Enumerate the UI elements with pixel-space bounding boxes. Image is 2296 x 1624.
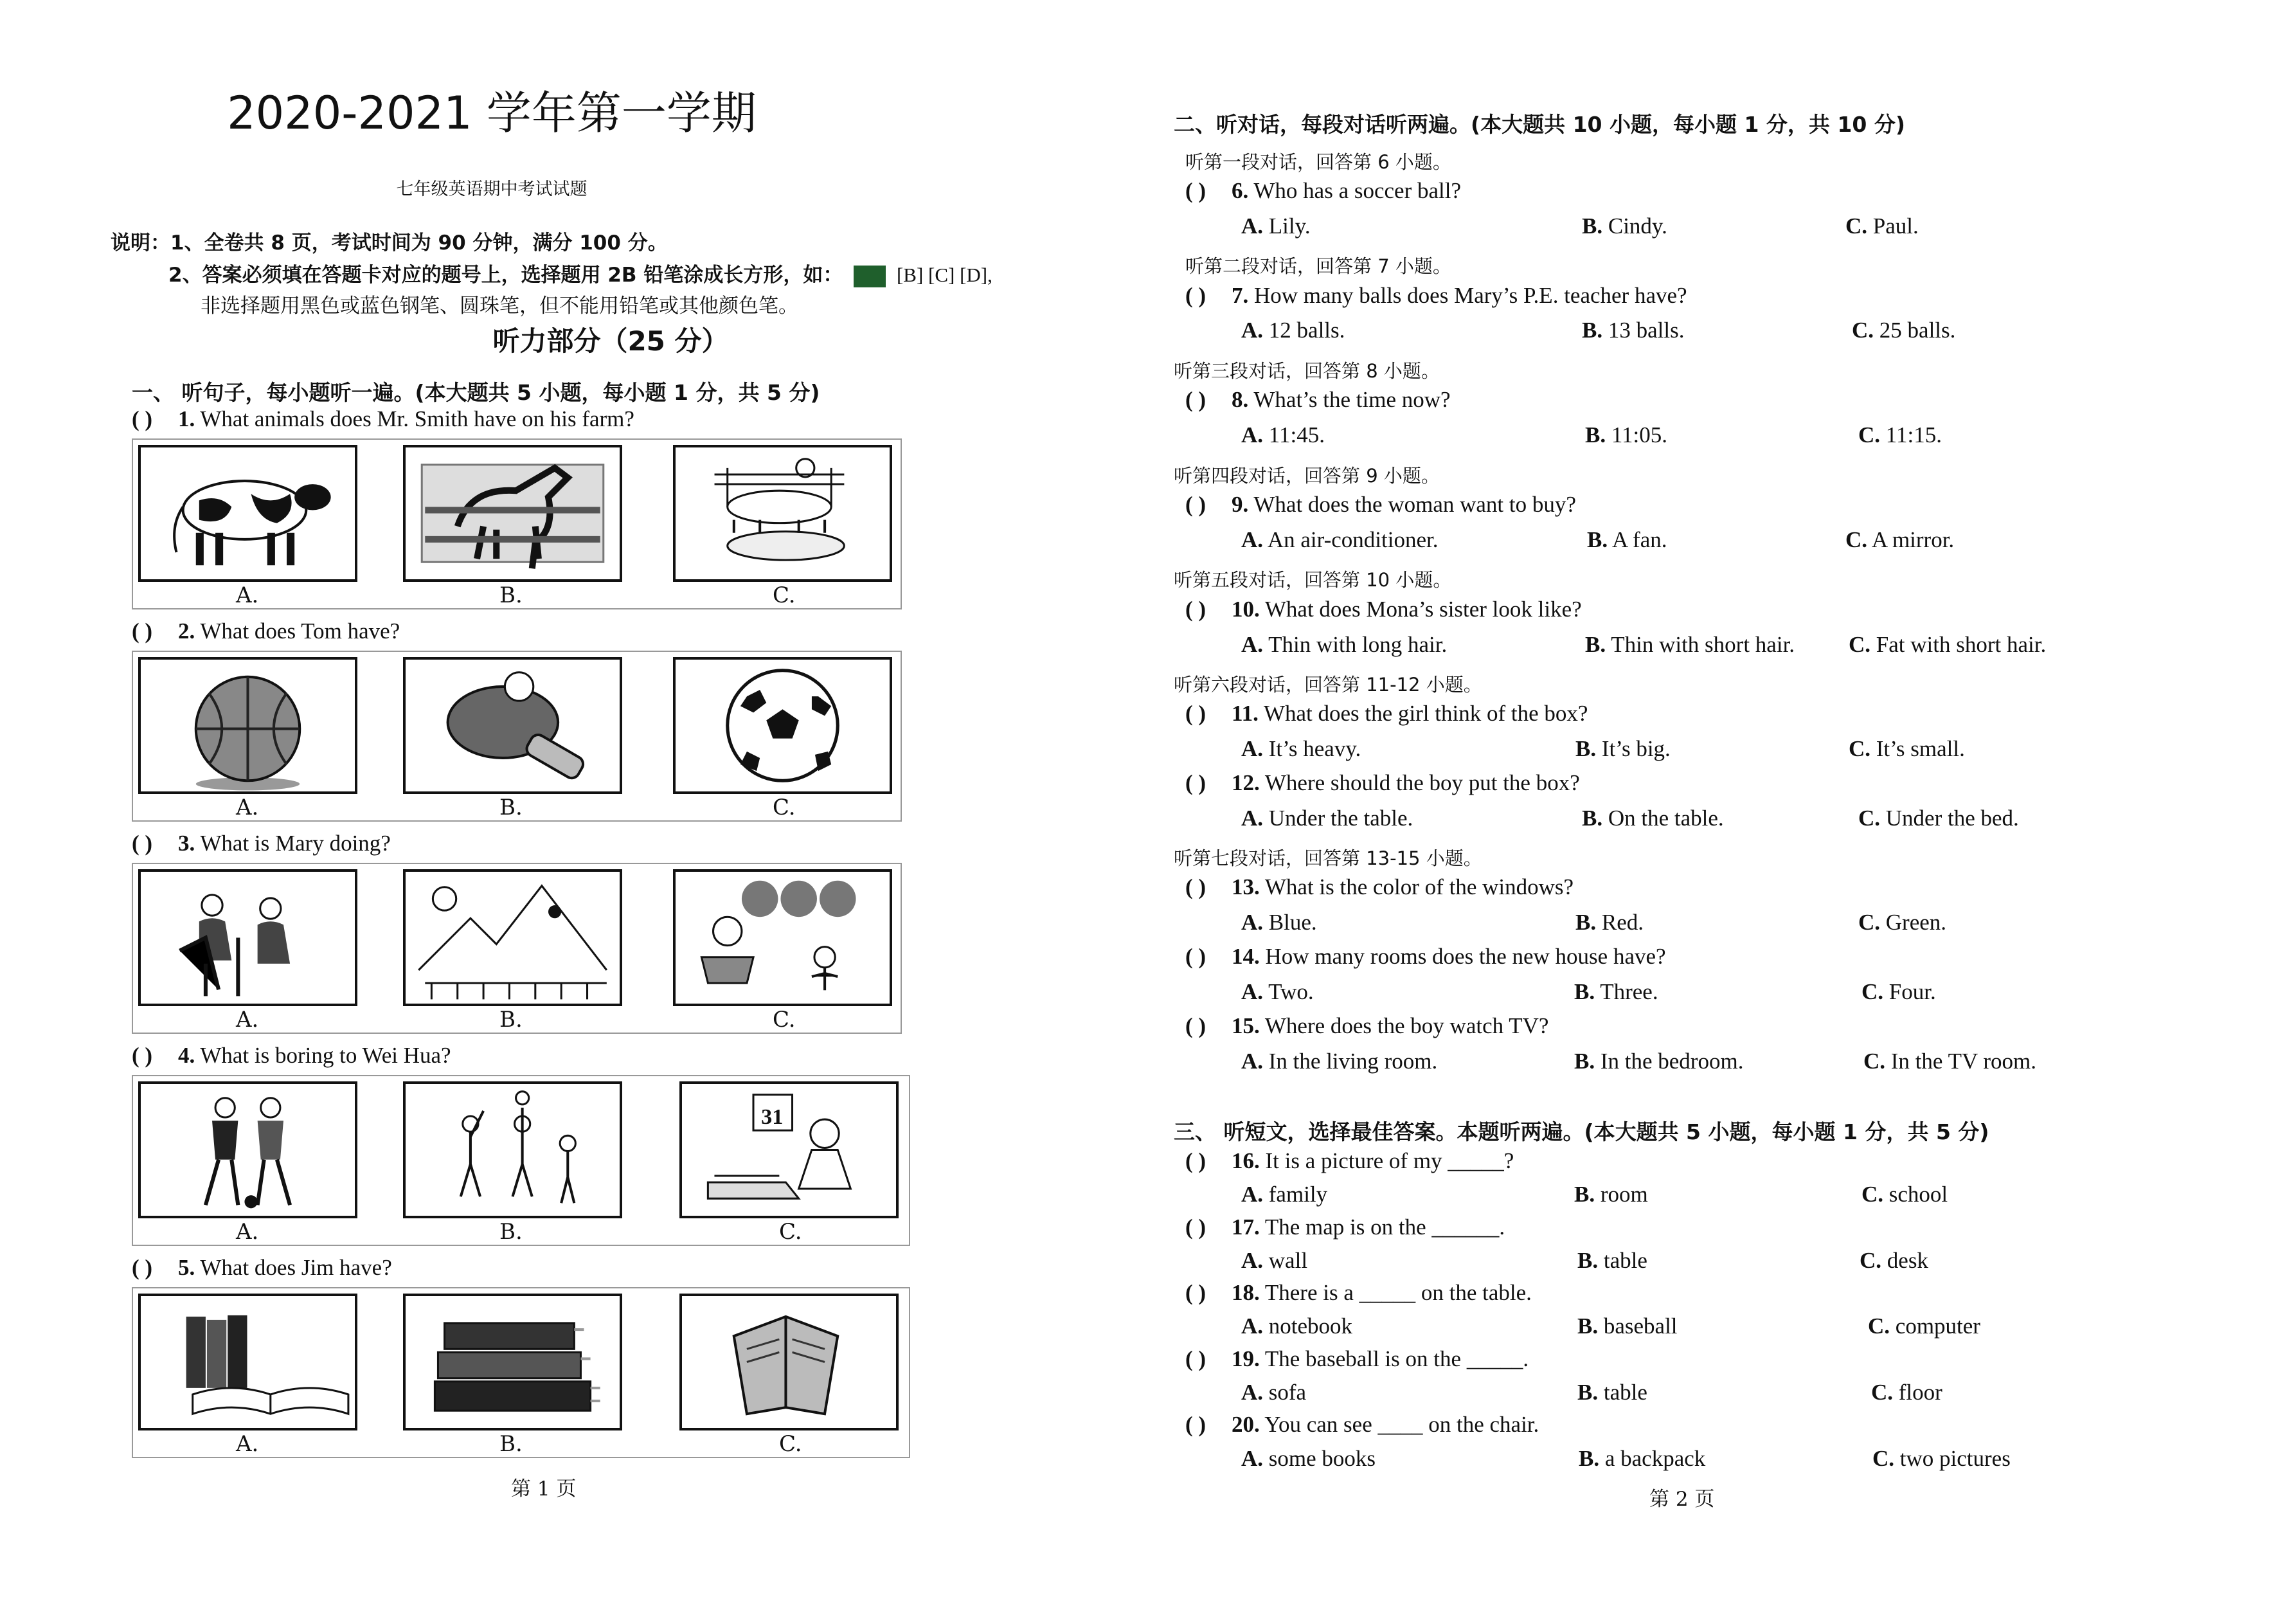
question-text: Where does the boy watch TV? <box>1264 1013 1549 1038</box>
answer-paren: ( ) <box>1185 597 1206 622</box>
option-letter: A. <box>1241 213 1264 239</box>
option-letter: B. <box>1575 910 1597 935</box>
option-text: Under the table. <box>1268 806 1413 831</box>
option-text: Thin with long hair. <box>1268 632 1448 657</box>
option-b <box>1585 632 1795 658</box>
question-number: 8. <box>1232 387 1249 412</box>
option-text: desk <box>1887 1248 1928 1273</box>
question-11 <box>1185 701 1588 726</box>
option-b <box>1582 806 1724 831</box>
question-text: There is a _____ on the table. <box>1264 1280 1532 1305</box>
books-icon <box>138 1294 357 1430</box>
option-letter: B. <box>1585 422 1606 447</box>
option-letter: C. <box>1861 1182 1884 1207</box>
option-b <box>1577 1380 1647 1405</box>
option-c <box>1868 1313 1980 1339</box>
instructions-bubble-example: [B] [C] [D], <box>896 264 992 286</box>
option-a <box>1241 806 1413 831</box>
picture-label-a: A. <box>236 1431 259 1457</box>
option-text: Three. <box>1600 979 1658 1004</box>
basketball-icon <box>138 657 357 794</box>
option-text: notebook <box>1268 1313 1353 1339</box>
question-number: 12. <box>1232 770 1260 795</box>
instructions-line-2 <box>168 258 992 287</box>
answer-paren: ( ) <box>132 1043 153 1068</box>
answer-paren: ( ) <box>1185 944 1206 969</box>
picture-label-b: B. <box>499 1219 523 1245</box>
soccer-players-icon <box>138 1081 357 1218</box>
homework-icon <box>679 1081 899 1218</box>
mountain-climbing-icon <box>403 869 622 1006</box>
question-text: What does the woman want to buy? <box>1253 492 1576 517</box>
option-text: A mirror. <box>1871 527 1955 552</box>
answer-paren: ( ) <box>132 1255 153 1280</box>
dialogue-1-intro: 听第一段对话，回答第 6 小题。 <box>1185 151 1451 173</box>
option-letter: B. <box>1574 1182 1595 1207</box>
question-16 <box>1185 1148 1514 1174</box>
question-number: 1. <box>178 406 195 431</box>
option-letter: C. <box>1871 1380 1894 1405</box>
page-1-footer: 第 1 页 <box>511 1477 577 1501</box>
option-letter: B. <box>1585 632 1606 657</box>
option-text: Four. <box>1888 979 1936 1004</box>
question-number: 7. <box>1232 283 1249 308</box>
dialogue-7-intro: 听第七段对话，回答第 13-15 小题。 <box>1174 847 1482 869</box>
option-letter: C. <box>1849 632 1871 657</box>
option-c <box>1858 422 1942 448</box>
question-5-pictures <box>132 1287 910 1458</box>
question-number: 6. <box>1232 178 1249 203</box>
option-text: Cindy. <box>1608 213 1667 239</box>
option-a <box>1241 1313 1352 1339</box>
book-stack-icon <box>403 1294 622 1430</box>
option-letter: A. <box>1241 1182 1264 1207</box>
answer-paren: ( ) <box>1185 283 1206 308</box>
option-text: In the TV room. <box>1890 1049 2036 1074</box>
option-letter: B. <box>1577 1248 1599 1273</box>
option-text: 12 balls. <box>1268 318 1345 343</box>
option-text: school <box>1888 1182 1948 1207</box>
question-6 <box>1185 178 1461 204</box>
option-text: 25 balls. <box>1879 318 1956 343</box>
page-2-footer: 第 2 页 <box>1649 1488 1715 1511</box>
question-18 <box>1185 1280 1532 1306</box>
option-letter: A. <box>1241 318 1264 343</box>
option-c <box>1845 527 1954 553</box>
question-text: Where should the boy put the box? <box>1264 770 1580 795</box>
option-text: 11:45. <box>1268 422 1325 447</box>
option-letter: C. <box>1858 422 1881 447</box>
answer-paren: ( ) <box>1185 492 1206 517</box>
picture-label-a: A. <box>236 795 259 820</box>
question-text: The map is on the ______. <box>1264 1214 1505 1240</box>
option-text: Thin with short hair. <box>1611 632 1795 657</box>
option-letter: C. <box>1861 979 1884 1004</box>
question-number: 9. <box>1232 492 1249 517</box>
option-a <box>1241 979 1314 1005</box>
instructions-line-3: 非选择题用黑色或蓝色钢笔、圆珠笔，但不能用铅笔或其他颜色笔。 <box>201 294 798 318</box>
option-text: It’s small. <box>1876 736 1965 761</box>
option-letter: B. <box>1577 1313 1599 1339</box>
option-a <box>1241 1049 1437 1074</box>
question-8 <box>1185 387 1451 413</box>
open-book-icon <box>679 1294 899 1430</box>
picture-label-b: B. <box>499 582 523 608</box>
option-letter: C. <box>1845 213 1868 239</box>
cow-icon <box>138 445 357 582</box>
option-text: Lily. <box>1268 213 1311 239</box>
option-b <box>1579 1446 1705 1472</box>
option-text: floor <box>1898 1380 1942 1405</box>
question-number: 16. <box>1232 1148 1260 1173</box>
fruit-picking-icon <box>673 869 892 1006</box>
option-text: table <box>1603 1248 1647 1273</box>
option-letter: B. <box>1579 1446 1600 1471</box>
option-text: Two. <box>1268 979 1314 1004</box>
option-a <box>1241 1446 1376 1472</box>
answer-paren: ( ) <box>1185 770 1206 795</box>
picture-label-b: B. <box>499 795 523 820</box>
option-text: Fat with short hair. <box>1876 632 2047 657</box>
option-b <box>1577 1248 1647 1274</box>
option-letter: A. <box>1241 1380 1264 1405</box>
question-text: The baseball is on the _____. <box>1264 1346 1529 1371</box>
option-c <box>1852 318 1955 343</box>
option-a <box>1241 736 1361 762</box>
picture-label-a: A. <box>236 1219 259 1245</box>
option-letter: C. <box>1868 1313 1890 1339</box>
option-text: On the table. <box>1608 806 1724 831</box>
option-letter: A. <box>1241 632 1264 657</box>
question-number: 19. <box>1232 1346 1260 1371</box>
question-number: 13. <box>1232 874 1260 899</box>
filled-bubble-icon <box>854 266 886 287</box>
option-letter: A. <box>1241 527 1264 552</box>
option-text: two pictures <box>1899 1446 2011 1471</box>
option-text: 13 balls. <box>1608 318 1685 343</box>
question-14 <box>1185 944 1666 970</box>
option-letter: A. <box>1241 1049 1264 1074</box>
soccer-ball-icon <box>673 657 892 794</box>
option-a <box>1241 1248 1307 1274</box>
answer-paren: ( ) <box>1185 701 1206 726</box>
answer-paren: ( ) <box>1185 178 1206 203</box>
option-b <box>1587 527 1667 553</box>
dialogue-5-intro: 听第五段对话，回答第 10 小题。 <box>1174 569 1452 591</box>
question-number: 10. <box>1232 597 1260 622</box>
question-number: 5. <box>178 1255 195 1280</box>
horse-riding-icon <box>138 869 357 1006</box>
option-text: baseball <box>1603 1313 1678 1339</box>
picture-label-a: A. <box>236 582 259 608</box>
option-letter: C. <box>1849 736 1871 761</box>
question-number: 14. <box>1232 944 1260 969</box>
horse-icon <box>403 445 622 582</box>
option-text: Paul. <box>1872 213 1919 239</box>
picture-label-c: C. <box>773 582 796 608</box>
option-text: It’s heavy. <box>1268 736 1361 761</box>
option-letter: A. <box>1241 910 1264 935</box>
option-letter: C. <box>1845 527 1868 552</box>
option-b <box>1574 1049 1743 1074</box>
question-13 <box>1185 874 1574 900</box>
question-7 <box>1185 283 1687 309</box>
question-text: What does Mona’s sister look like? <box>1264 597 1582 622</box>
option-letter: A. <box>1241 1313 1264 1339</box>
option-text: In the bedroom. <box>1600 1049 1744 1074</box>
answer-paren: ( ) <box>1185 1013 1206 1038</box>
option-text: Under the bed. <box>1885 806 2019 831</box>
option-b <box>1582 318 1684 343</box>
option-text: An air-conditioner. <box>1267 527 1439 552</box>
option-a <box>1241 527 1438 553</box>
option-a <box>1241 1380 1306 1405</box>
option-letter: B. <box>1574 1049 1595 1074</box>
option-c <box>1861 979 1936 1005</box>
option-letter: B. <box>1587 527 1608 552</box>
question-number: 15. <box>1232 1013 1260 1038</box>
option-text: family <box>1268 1182 1328 1207</box>
question-10 <box>1185 597 1582 622</box>
option-letter: A. <box>1241 1248 1264 1273</box>
option-b <box>1574 979 1658 1005</box>
answer-paren: ( ) <box>1185 1346 1206 1371</box>
option-text: a backpack <box>1604 1446 1706 1471</box>
option-letter: C. <box>1852 318 1874 343</box>
option-letter: A. <box>1241 979 1264 1004</box>
part-3-heading: 三、 听短文，选择最佳答案。本题听两遍。(本大题共 5 小题，每小题 1 分，共 5 分) <box>1174 1119 1989 1144</box>
option-letter: A. <box>1241 806 1264 831</box>
option-letter: B. <box>1575 736 1597 761</box>
question-text: It is a picture of my _____? <box>1265 1148 1514 1173</box>
question-text: What does the girl think of the box? <box>1263 701 1588 726</box>
option-letter: B. <box>1582 213 1603 239</box>
option-a <box>1241 1182 1327 1207</box>
answer-paren: ( ) <box>1185 1148 1206 1173</box>
option-c <box>1860 1248 1928 1274</box>
option-c <box>1863 1049 2036 1074</box>
question-20 <box>1185 1412 1539 1438</box>
option-letter: C. <box>1858 806 1881 831</box>
option-b <box>1575 736 1671 762</box>
option-a <box>1241 422 1325 448</box>
question-number: 2. <box>178 618 195 644</box>
part-2-heading: 二、听对话，每段对话听两遍。(本大题共 10 小题，每小题 1 分，共 10 分) <box>1174 112 1905 137</box>
answer-paren: ( ) <box>132 618 153 644</box>
question-5 <box>132 1255 392 1281</box>
ping-pong-paddle-icon <box>403 657 622 794</box>
question-4-pictures <box>132 1075 910 1246</box>
option-letter: C. <box>1872 1446 1895 1471</box>
question-3 <box>132 831 391 856</box>
option-text: some books <box>1268 1446 1376 1471</box>
option-text: table <box>1603 1380 1647 1405</box>
answer-paren: ( ) <box>132 406 153 431</box>
option-b <box>1577 1313 1678 1339</box>
option-c <box>1849 736 1965 762</box>
question-text: Who has a soccer ball? <box>1253 178 1461 203</box>
question-text: You can see ____ on the chair. <box>1264 1412 1539 1437</box>
option-c <box>1871 1380 1942 1405</box>
part-1-heading: 一、 听句子，每小题听一遍。(本大题共 5 小题，每小题 1 分，共 5 分) <box>132 380 820 405</box>
option-b <box>1582 213 1667 239</box>
option-letter: C. <box>1860 1248 1882 1273</box>
option-letter: C. <box>1863 1049 1886 1074</box>
question-number: 20. <box>1232 1412 1260 1437</box>
instructions-line-1: 说明：1、全卷共 8 页，考试时间为 90 分钟，满分 100 分。 <box>111 231 668 255</box>
option-text: sofa <box>1268 1380 1307 1405</box>
instructions-line-2-text: 2、答案必须填在答题卡对应的题号上，选择题用 2B 铅笔涂成长方形，如： <box>168 264 843 287</box>
question-text: What is the color of the windows? <box>1264 874 1574 899</box>
answer-paren: ( ) <box>1185 1214 1206 1240</box>
option-letter: A. <box>1241 422 1264 447</box>
option-b <box>1585 422 1667 448</box>
picture-label-c: C. <box>779 1219 802 1245</box>
question-text: What is boring to Wei Hua? <box>200 1043 451 1068</box>
option-text: 11:05. <box>1611 422 1668 447</box>
option-c <box>1858 806 2019 831</box>
option-a <box>1241 910 1317 935</box>
option-c <box>1858 910 1946 935</box>
option-text: In the living room. <box>1268 1049 1438 1074</box>
option-a <box>1241 318 1345 343</box>
question-text: How many rooms does the new house have? <box>1265 944 1666 969</box>
pig-icon <box>673 445 892 582</box>
question-text: What’s the time now? <box>1253 387 1451 412</box>
dialogue-3-intro: 听第三段对话，回答第 8 小题。 <box>1174 360 1440 382</box>
question-number: 18. <box>1232 1280 1260 1305</box>
answer-paren: ( ) <box>1185 1412 1206 1437</box>
picture-label-a: A. <box>236 1007 259 1033</box>
question-4 <box>132 1043 451 1069</box>
calendar-day-text: 31 <box>761 1105 784 1130</box>
question-number: 11. <box>1232 701 1259 726</box>
option-text: Green. <box>1885 910 1947 935</box>
answer-paren: ( ) <box>1185 387 1206 412</box>
option-text: 11:15. <box>1885 422 1942 447</box>
picture-label-c: C. <box>773 795 796 820</box>
option-text: A fan. <box>1611 527 1667 552</box>
question-number: 3. <box>178 831 195 856</box>
question-text: What is Mary doing? <box>200 831 391 856</box>
exam-title: 2020-2021 学年第一学期 <box>227 87 757 140</box>
dialogue-2-intro: 听第二段对话，回答第 7 小题。 <box>1185 255 1451 277</box>
option-letter: A. <box>1241 736 1264 761</box>
picture-label-c: C. <box>773 1007 796 1033</box>
question-text: What animals does Mr. Smith have on his farm? <box>200 406 634 431</box>
answer-paren: ( ) <box>1185 874 1206 899</box>
page-2 <box>1148 0 2296 1624</box>
question-text: How many balls does Mary’s P.E. teacher have? <box>1254 283 1687 308</box>
answer-paren: ( ) <box>1185 1280 1206 1305</box>
option-a <box>1241 213 1311 239</box>
picture-label-b: B. <box>499 1431 523 1457</box>
exam-subtitle: 七年级英语期中考试试题 <box>396 179 587 199</box>
option-c <box>1845 213 1919 239</box>
option-letter: B. <box>1582 806 1603 831</box>
picture-label-b: B. <box>499 1007 523 1033</box>
listening-section-heading: 听力部分（25 分） <box>492 325 729 357</box>
option-text: room <box>1600 1182 1648 1207</box>
option-b <box>1574 1182 1648 1207</box>
option-b <box>1575 910 1644 935</box>
question-text: What does Jim have? <box>200 1255 392 1280</box>
option-letter: A. <box>1241 1446 1264 1471</box>
question-17 <box>1185 1214 1505 1240</box>
question-15 <box>1185 1013 1548 1039</box>
option-c <box>1861 1182 1948 1207</box>
option-letter: B. <box>1577 1380 1599 1405</box>
option-letter: B. <box>1574 979 1595 1004</box>
option-text: computer <box>1895 1313 1980 1339</box>
picture-label-c: C. <box>779 1431 802 1457</box>
question-1-pictures <box>132 438 902 609</box>
dialogue-6-intro: 听第六段对话，回答第 11-12 小题。 <box>1174 674 1482 696</box>
option-text: Red. <box>1601 910 1644 935</box>
option-text: wall <box>1268 1248 1308 1273</box>
option-letter: B. <box>1582 318 1603 343</box>
question-3-pictures <box>132 863 902 1034</box>
answer-paren: ( ) <box>132 831 153 856</box>
option-c <box>1849 632 2046 658</box>
question-2 <box>132 618 400 644</box>
question-12 <box>1185 770 1580 796</box>
question-9 <box>1185 492 1576 518</box>
question-text: What does Tom have? <box>200 618 400 644</box>
question-number: 17. <box>1232 1214 1260 1240</box>
option-a <box>1241 632 1447 658</box>
option-c <box>1872 1446 2011 1472</box>
option-letter: C. <box>1858 910 1881 935</box>
option-text: It’s big. <box>1601 736 1671 761</box>
question-number: 4. <box>178 1043 195 1068</box>
question-2-pictures <box>132 651 902 822</box>
dialogue-4-intro: 听第四段对话，回答第 9 小题。 <box>1174 465 1440 487</box>
volleyball-players-icon <box>403 1081 622 1218</box>
question-1 <box>132 406 634 432</box>
question-19 <box>1185 1346 1529 1372</box>
option-text: Blue. <box>1268 910 1317 935</box>
